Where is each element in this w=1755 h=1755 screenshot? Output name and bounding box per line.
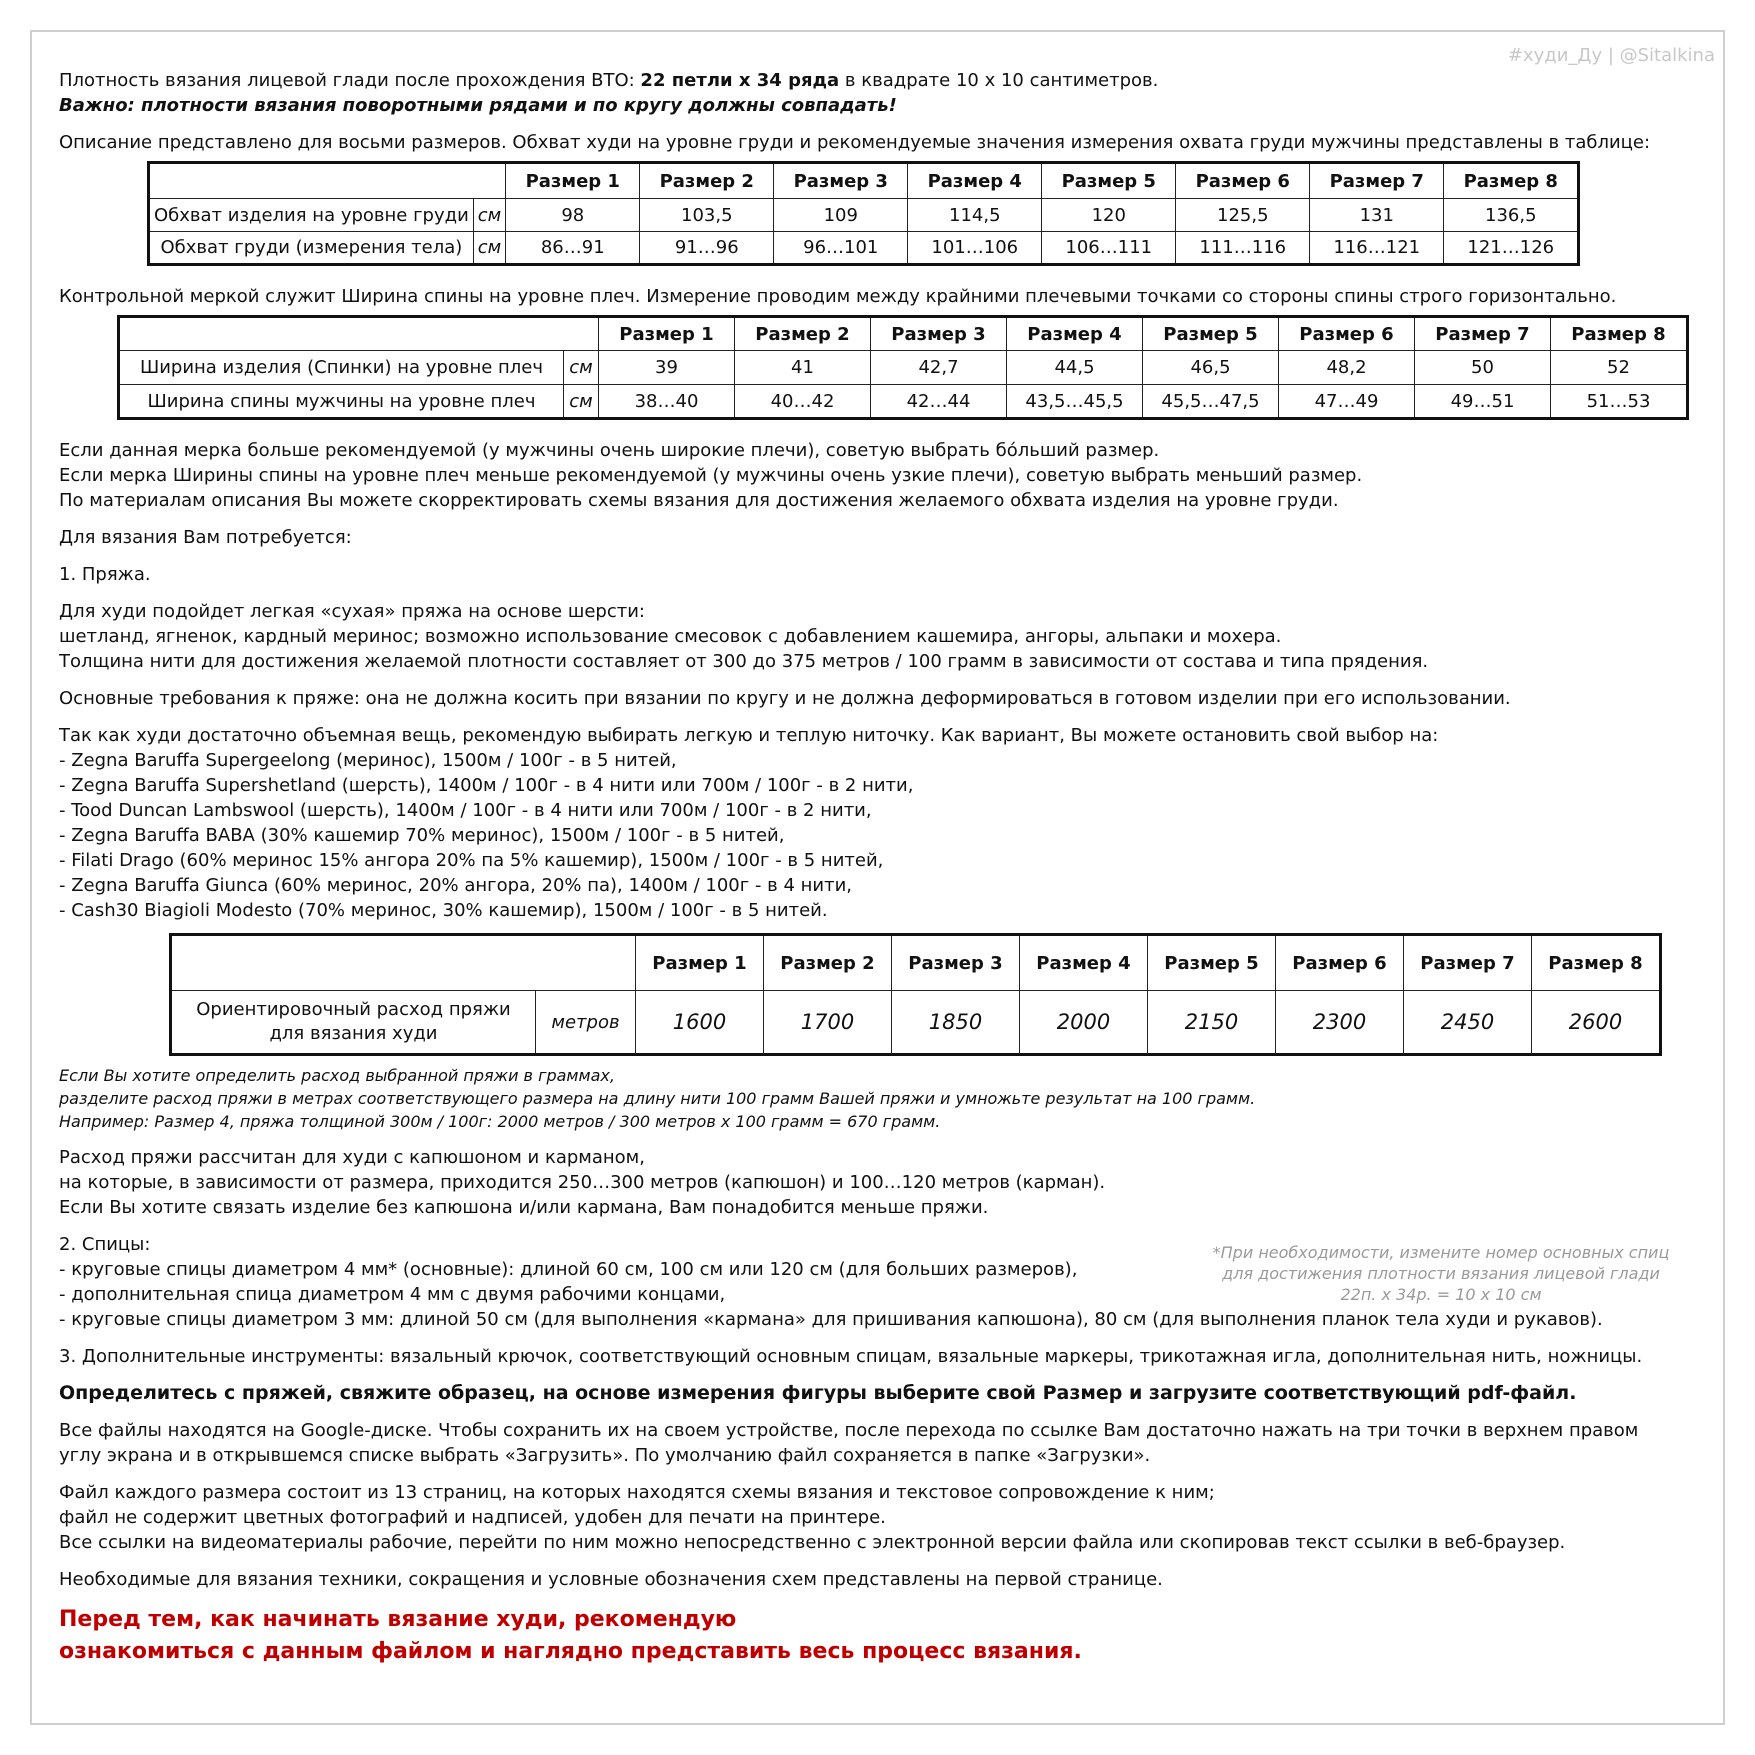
table-cell: 131 [1310, 199, 1444, 232]
file-info-line: файл не содержит цветных фотографий и надписей, удобен для печати на принтере. [59, 1507, 886, 1528]
need-heading: Для вязания Вам потребуется: [59, 527, 352, 548]
row-label: Ширина спины мужчины на уровне плеч [119, 385, 564, 419]
table-cell: 42…44 [871, 385, 1007, 419]
table-header-row [171, 935, 1661, 991]
hood-line: на которые, в зависимости от размера, приходится 250…300 метров (капюшон) и 100…120 метров (карман). [59, 1172, 1106, 1193]
row-unit: метров [536, 991, 636, 1055]
table-cell: 101…106 [908, 232, 1042, 265]
table-cell: 44,5 [1007, 351, 1143, 385]
table-cell: 2150 [1148, 991, 1276, 1055]
advice-line: Если мерка Ширины спины на уровне плеч меньше рекомендуемой (у мужчины очень узкие плечи), советую выбрать меньший размер. [59, 465, 1363, 486]
file-info-line: Все ссылки на видеоматериалы рабочие, перейти по ним можно непосредственно с электронной версии файла или скопировав текст ссылки в веб-браузер. [59, 1532, 1566, 1553]
table-cell: 111…116 [1176, 232, 1310, 265]
density-prefix: Плотность вязания лицевой глади после прохождения ВТО: [59, 70, 641, 91]
size-header: Размер 8 [1532, 935, 1661, 991]
size-header: Размер 5 [1143, 317, 1279, 351]
techniques-text: Необходимые для вязания техники, сокращения и условные обозначения схем представлены на первой странице. [59, 1569, 1163, 1590]
list-item: - Zegna Baruffa Supershetland (шерсть), 1400м / 100г - в 4 нити или 700м / 100г - в 2 нити, [59, 775, 914, 796]
row-label: Обхват груди (измерения тела) [149, 232, 474, 265]
size-header: Размер 6 [1279, 317, 1415, 351]
table-cell: 48,2 [1279, 351, 1415, 385]
row-label [171, 991, 536, 1055]
side-note-line: для достижения плотности вязания лицевой глади [1222, 1264, 1660, 1283]
yarn-desc-line: Для худи подойдет легкая «сухая» пряжа на основе шерсти: [59, 601, 645, 622]
table-row [149, 199, 1579, 232]
file-info-line: Файл каждого размера состоит из 13 страниц, на которых находятся схемы вязания и текстовое сопровождение к ним; [59, 1482, 1215, 1503]
table-header-row [149, 163, 1579, 199]
table-cell: 2450 [1404, 991, 1532, 1055]
list-item: - Filati Drago (60% меринос 15% ангора 20% па 5% кашемир), 1500м / 100г - в 5 нитей, [59, 850, 884, 871]
list-item: - Cash30 Biagioli Modesto (70% меринос, 30% кашемир), 1500м / 100г - в 5 нитей. [59, 900, 828, 921]
side-note-line: *При необходимости, измените номер основных спиц [1212, 1243, 1670, 1262]
size-header: Размер 1 [599, 317, 735, 351]
size-header: Размер 7 [1310, 163, 1444, 199]
size-header: Размер 1 [506, 163, 640, 199]
document-body [59, 68, 1699, 1668]
advice-block [59, 438, 1699, 513]
table-cell: 1600 [636, 991, 764, 1055]
table-cell: 125,5 [1176, 199, 1310, 232]
density-block [59, 68, 1699, 118]
shoulder-width-table [117, 315, 1689, 420]
tools-text: 3. Дополнительные инструменты: вязальный крючок, соответствующий основным спицам, вязальные маркеры, трикотажная игла, дополнительная нить, ножницы. [59, 1346, 1643, 1367]
table-cell: 116…121 [1310, 232, 1444, 265]
table-cell: 49…51 [1415, 385, 1551, 419]
table-cell: 40…42 [735, 385, 871, 419]
note-line: Если Вы хотите определить расход выбранной пряжи в граммах, [59, 1066, 615, 1085]
size-header: Размер 2 [764, 935, 892, 991]
table-cell: 46,5 [1143, 351, 1279, 385]
yarn-description [59, 599, 1699, 674]
chest-size-table [147, 161, 1580, 266]
density-important: Важно: плотности вязания поворотными рядами и по кругу должны совпадать! [59, 95, 897, 116]
empty-header-cell [149, 163, 506, 199]
density-value: 22 петли х 34 ряда [640, 70, 840, 91]
table-row [119, 351, 1688, 385]
table-cell: 41 [735, 351, 871, 385]
list-item: - Tood Duncan Lambswool (шерсть), 1400м / 100г - в 4 нити или 700м / 100г - в 2 нити, [59, 800, 872, 821]
size-header: Размер 2 [735, 317, 871, 351]
table-header-row [119, 317, 1688, 351]
size-header: Размер 7 [1415, 317, 1551, 351]
files-block [59, 1418, 1699, 1468]
row-unit: см [564, 351, 599, 385]
side-note-line: 22п. х 34р. = 10 х 10 см [1340, 1285, 1542, 1304]
row-label: Обхват изделия на уровне груди [149, 199, 474, 232]
table-cell: 39 [599, 351, 735, 385]
table-row [119, 385, 1688, 419]
size-header: Размер 3 [871, 317, 1007, 351]
intro-sizes: Описание представлено для восьми размеров. Обхват худи на уровне груди и рекомендуемые значения измерения охвата груди мужчины представлены в таблице: [59, 132, 1651, 153]
files-line: Все файлы находятся на Google-диске. Чтобы сохранить их на своем устройстве, после перехода по ссылке Вам достаточно нажать на три точки в верхнем правом [59, 1420, 1639, 1441]
size-header: Размер 4 [1020, 935, 1148, 991]
size-header: Размер 4 [1007, 317, 1143, 351]
list-item: Так как худи достаточно объемная вещь, рекомендую выбирать легкую и теплую ниточку. Как вариант, Вы можете остановить свой выбор на: [59, 725, 1439, 746]
yarn-consumption-table [169, 933, 1662, 1056]
size-header: Размер 6 [1276, 935, 1404, 991]
table-row [149, 232, 1579, 265]
yarn-desc-line: Толщина нити для достижения желаемой плотности составляет от 300 до 375 метров / 100 грамм в зависимости от состава и типа прядения. [59, 651, 1429, 672]
table-cell: 86…91 [506, 232, 640, 265]
table-cell: 45,5…47,5 [1143, 385, 1279, 419]
table-cell: 47…49 [1279, 385, 1415, 419]
grams-note [59, 1064, 1699, 1133]
watermark: #худи_Ду | @Sitalkina [1507, 45, 1715, 66]
empty-header-cell [119, 317, 599, 351]
row-label-line: для вязания худи [269, 1023, 438, 1044]
advice-line: Если данная мерка больше рекомендуемой (у мужчины очень широкие плечи), советую выбрать бóльший размер. [59, 440, 1160, 461]
table-cell: 38…40 [599, 385, 735, 419]
hood-line: Если Вы хотите связать изделие без капюшона и/или кармана, Вам понадобится меньше пряжи. [59, 1197, 989, 1218]
table-cell: 106…111 [1042, 232, 1176, 265]
control-text: Контрольной меркой служит Ширина спины на уровне плеч. Измерение проводим между крайними плечевыми точками со стороны спины строго горизонтально. [59, 286, 1617, 307]
table-cell: 96…101 [774, 232, 908, 265]
table-cell: 2000 [1020, 991, 1148, 1055]
list-item: - круговые спицы диаметром 4 мм* (основные): длиной 60 см, 100 см или 120 см (для больших размеров), [59, 1259, 1078, 1280]
size-header: Размер 8 [1551, 317, 1688, 351]
list-item: - Zegna Baruffa Giunca (60% меринос, 20% ангора, 20% па), 1400м / 100г - в 4 нити, [59, 875, 853, 896]
final-line: Перед тем, как начинать вязание худи, рекомендую [59, 1607, 737, 1632]
row-unit: см [473, 199, 505, 232]
table-cell: 136,5 [1444, 199, 1579, 232]
size-header: Размер 8 [1444, 163, 1579, 199]
row-unit: см [473, 232, 505, 265]
file-info-block [59, 1480, 1699, 1555]
table-cell: 2300 [1276, 991, 1404, 1055]
yarn-requirements: Основные требования к пряже: она не должна косить при вязании по кругу и не должна деформироваться в готовом изделии при его использовании. [59, 688, 1511, 709]
table-cell: 1700 [764, 991, 892, 1055]
row-label: Ширина изделия (Спинки) на уровне плеч [119, 351, 564, 385]
table-cell: 98 [506, 199, 640, 232]
list-item: - Zegna Baruffa BABA (30% кашемир 70% меринос), 1500м / 100г - в 5 нитей, [59, 825, 785, 846]
table-cell: 51…53 [1551, 385, 1688, 419]
size-header: Размер 3 [892, 935, 1020, 991]
size-header: Размер 5 [1042, 163, 1176, 199]
size-header: Размер 6 [1176, 163, 1310, 199]
list-item: - круговые спицы диаметром 3 мм: длиной 50 см (для выполнения «кармана» для пришивания капюшона), 80 см (для выполнения планок тела худи и рукавов). [59, 1309, 1603, 1330]
table-cell: 2600 [1532, 991, 1661, 1055]
hood-line: Расход пряжи рассчитан для худи с капюшоном и карманом, [59, 1147, 645, 1168]
density-suffix: в квадрате 10 х 10 сантиметров. [839, 70, 1159, 91]
table-row [171, 991, 1661, 1055]
table-cell: 42,7 [871, 351, 1007, 385]
size-header: Размер 3 [774, 163, 908, 199]
yarn-desc-line: шетланд, ягненок, кардный меринос; возможно использование смесовок с добавлением кашемира, ангоры, альпаки и мохера. [59, 626, 1282, 647]
size-header: Размер 2 [640, 163, 774, 199]
table-cell: 91…96 [640, 232, 774, 265]
final-recommendation [59, 1604, 1699, 1668]
yarn-heading: 1. Пряжа. [59, 564, 151, 585]
table-cell: 43,5…45,5 [1007, 385, 1143, 419]
needle-side-note [1181, 1242, 1701, 1305]
decide-text: Определитесь с пряжей, свяжите образец, на основе измерения фигуры выберите свой Размер и загрузите соответствующий pdf-файл. [59, 1382, 1577, 1404]
size-header: Размер 4 [908, 163, 1042, 199]
table-cell: 1850 [892, 991, 1020, 1055]
needles-heading: 2. Спицы: [59, 1234, 151, 1255]
empty-header-cell [171, 935, 636, 991]
note-line: разделите расход пряжи в метрах соответствующего размера на длину нити 100 грамм Вашей пряжи и умножьте результат на 100 грамм. [59, 1089, 1256, 1108]
note-line: Например: Размер 4, пряжа толщиной 300м / 100г: 2000 метров / 300 метров х 100 грамм = 670 грамм. [59, 1112, 941, 1131]
hood-note [59, 1145, 1699, 1220]
table-cell: 121…126 [1444, 232, 1579, 265]
table-cell: 114,5 [908, 199, 1042, 232]
list-item: - Zegna Baruffa Supergeelong (меринос), 1500м / 100г - в 5 нитей, [59, 750, 677, 771]
advice-line: По материалам описания Вы можете скорректировать схемы вязания для достижения желаемого обхвата изделия на уровне груди. [59, 490, 1339, 511]
density-line [59, 68, 1699, 93]
row-label-line: Ориентировочный расход пряжи [196, 999, 511, 1020]
table-cell: 109 [774, 199, 908, 232]
files-line: углу экрана и в открывшемся списке выбрать «Загрузить». По умолчанию файл сохраняется в папке «Загрузки». [59, 1445, 1151, 1466]
table-cell: 120 [1042, 199, 1176, 232]
size-header: Размер 7 [1404, 935, 1532, 991]
final-line: ознакомиться с данным файлом и наглядно представить весь процесс вязания. [59, 1639, 1082, 1664]
list-item: - дополнительная спица диаметром 4 мм с двумя рабочими концами, [59, 1284, 726, 1305]
table-cell: 52 [1551, 351, 1688, 385]
row-unit: см [564, 385, 599, 419]
yarn-options-list [59, 723, 1699, 923]
size-header: Размер 1 [636, 935, 764, 991]
size-header: Размер 5 [1148, 935, 1276, 991]
table-cell: 103,5 [640, 199, 774, 232]
table-cell: 50 [1415, 351, 1551, 385]
